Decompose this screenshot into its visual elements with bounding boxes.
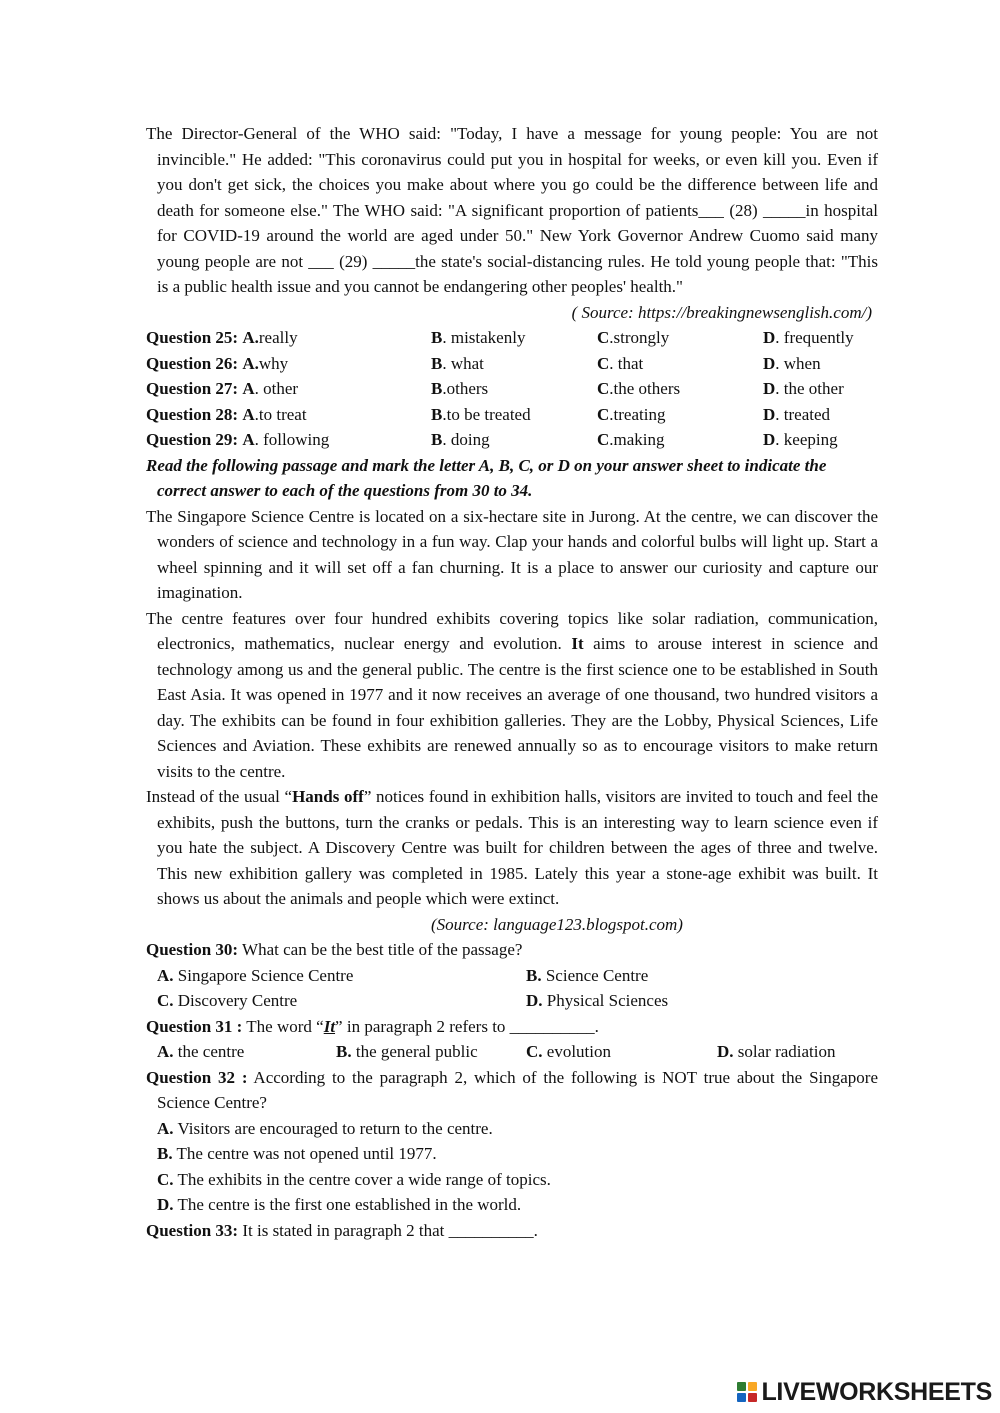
option-c[interactable]: . that [609,353,644,373]
option-a[interactable]: . other [254,379,299,398]
option-d[interactable]: D. solar radiation [717,1042,836,1061]
option-a-letter[interactable]: A. [242,328,259,347]
passage-paragraph-3: Instead of the usual “Hands off” notices found in exhibition halls, visitors are invited to touch and feel the exhibits, push the buttons, turn the cranks or pedals. This is an interesting way to learn science even if you hate the subject. A Discovery Centre was built for children between the ages of three and twelve. This new exhibition gallery was completed in 1985. Lately this year a stone-age exhibit was built. It shows us about the animals and people which were extinct. [146,787,879,908]
source-citation-2: (Source: language123.blogspot.com) [431,914,683,934]
option-a[interactable]: really [258,328,298,347]
question-row [146,376,878,402]
question-label: Question 27: [146,379,239,398]
option-b[interactable]: B. the general public [336,1042,478,1061]
option-b-letter[interactable]: B [431,328,443,347]
question-33: Question 33: It is stated in paragraph 2 that __________. [146,1220,538,1240]
question-label: Question 29: [146,430,239,449]
option-a-letter[interactable]: A [242,404,255,424]
option-c-letter[interactable]: C [597,404,610,424]
option-d-letter[interactable]: D [763,430,776,449]
option-a[interactable]: . following [254,430,330,449]
worksheet-page [146,121,878,1243]
option-c-letter[interactable]: C [597,430,610,449]
question-30-options-row-2 [146,988,878,1014]
option-a[interactable]: why [258,353,289,373]
option-b-letter[interactable]: B [431,430,443,449]
question-row [146,351,878,377]
question-32: Question 32 : According to the paragraph 2, which of the following is NOT true about the Singapore Science Centre? [146,1067,878,1112]
question-label: Question 28: [146,404,239,424]
option-a-letter[interactable]: A. [242,353,259,373]
reading-instruction: Read the following passage and mark the letter A, B, C, or D on your answer sheet to indicate the correct answer to each of the questions from 30 to 34. [146,455,827,500]
liveworksheets-logo [737,1377,992,1407]
option-d[interactable]: . frequently [775,328,854,347]
option-b-letter[interactable]: B [431,404,443,424]
logo-text: LIVEWORKSHEETS [761,1377,992,1406]
option-c-letter[interactable]: C [597,353,610,373]
option-c[interactable]: C. Discovery Centre [157,991,298,1010]
question-label: Question 26: [146,353,239,373]
option-c[interactable]: C. evolution [526,1042,611,1061]
option-c[interactable]: .strongly [609,328,670,347]
option-d[interactable]: D. The centre is the first one established in the world. [157,1195,522,1214]
option-b[interactable]: . doing [442,430,490,449]
option-a-letter[interactable]: A [242,430,255,449]
option-b[interactable]: . what [442,353,484,373]
source-citation-1: ( Source: https://breakingnewsenglish.com/) [571,302,872,322]
option-d-letter[interactable]: D [763,379,776,398]
referent-word: It [571,634,584,653]
option-c-letter[interactable]: C [597,379,610,398]
option-d[interactable]: . keeping [775,430,838,449]
option-c[interactable]: .the others [609,379,681,398]
question-label: Question 33: [146,1220,239,1240]
option-c[interactable]: .making [609,430,665,449]
option-a[interactable]: .to treat [254,404,307,424]
option-d[interactable]: D. Physical Sciences [526,991,669,1010]
option-d[interactable]: . when [775,353,821,373]
referent-word-highlight: It [323,1016,336,1036]
question-31: Question 31 : The word “It” in paragraph 2 refers to __________. [146,1016,599,1036]
option-d[interactable]: . the other [775,379,844,398]
option-b[interactable]: .to be treated [442,404,531,424]
option-b-letter[interactable]: B [431,379,443,398]
option-b-letter[interactable]: B [431,353,443,373]
passage-who: The Director-General of the WHO said: "Today, I have a message for young people: You are not invincible." He added: "This coronavirus could put you in hospital for weeks, or even kill you. Even if you don't get sick, the choices you make about where you go could be the difference between life and death for someone else." The WHO said: "A significant proportion of patients___ (28) _____in hospital for COVID-19 around the world are aged under 50." New York Governor Andrew Cuomo said many young people are not ___ (29) _____the state's social-distancing rules. He told young people that: "This is a public health issue and you cannot be endangering other peoples' health." [146,124,878,296]
question-row [146,325,878,351]
question-30-options-row-1 [146,963,878,989]
option-d-letter[interactable]: D [763,404,776,424]
option-b[interactable]: .others [442,379,489,398]
question-row [146,402,878,428]
logo-grid-icon [737,1382,757,1402]
option-d[interactable]: . treated [775,404,831,424]
question-label: Question 31 : [146,1016,243,1036]
option-d-letter[interactable]: D [763,353,776,373]
hands-off-phrase: Hands off [292,787,364,806]
option-a[interactable]: A. the centre [157,1042,245,1061]
option-b[interactable]: B. Science Centre [526,965,649,985]
option-c[interactable]: C. The exhibits in the centre cover a wide range of topics. [157,1169,551,1189]
option-a[interactable]: A. Visitors are encouraged to return to the centre. [157,1118,493,1138]
option-a[interactable]: A. Singapore Science Centre [157,965,354,985]
option-d-letter[interactable]: D [763,328,776,347]
question-label: Question 32 : [146,1067,248,1087]
option-c-letter[interactable]: C [597,328,610,347]
option-b[interactable]: . mistakenly [442,328,526,347]
passage-paragraph-1: The Singapore Science Centre is located on a six-hectare site in Jurong. At the centre, we can discover the wonders of science and technology in a fun way. Clap your hands and colorful bulbs will light up. Start a wheel spinning and it will set off a fan churning. It is a place to answer our curiosity and capture our imagination. [146,506,878,602]
passage-paragraph-2: The centre features over four hundred exhibits covering topics like solar radiation, communication, electronics, mathematics, nuclear energy and evolution. It aims to arouse interest in science and technology among us and the general public. The centre is the first science one to be established in South East Asia. It was opened in 1977 and it now receives an average of one thousand, two hundred visitors a day. The exhibits can be found in four exhibition galleries. They are the Lobby, Physical Sciences, Life Sciences and Aviation. These exhibits are renewed annually so as to encourage visitors to make return visits to the centre. [146,608,878,781]
option-b[interactable]: B. The centre was not opened until 1977. [157,1144,437,1163]
option-a-letter[interactable]: A [242,379,255,398]
question-30: Question 30: What can be the best title of the passage? [146,940,523,959]
option-c[interactable]: .treating [609,404,666,424]
question-row [146,427,878,453]
question-label: Question 30: [146,940,239,959]
questions-25-29 [146,325,878,453]
question-label: Question 25: [146,328,239,347]
question-31-options [146,1039,878,1065]
